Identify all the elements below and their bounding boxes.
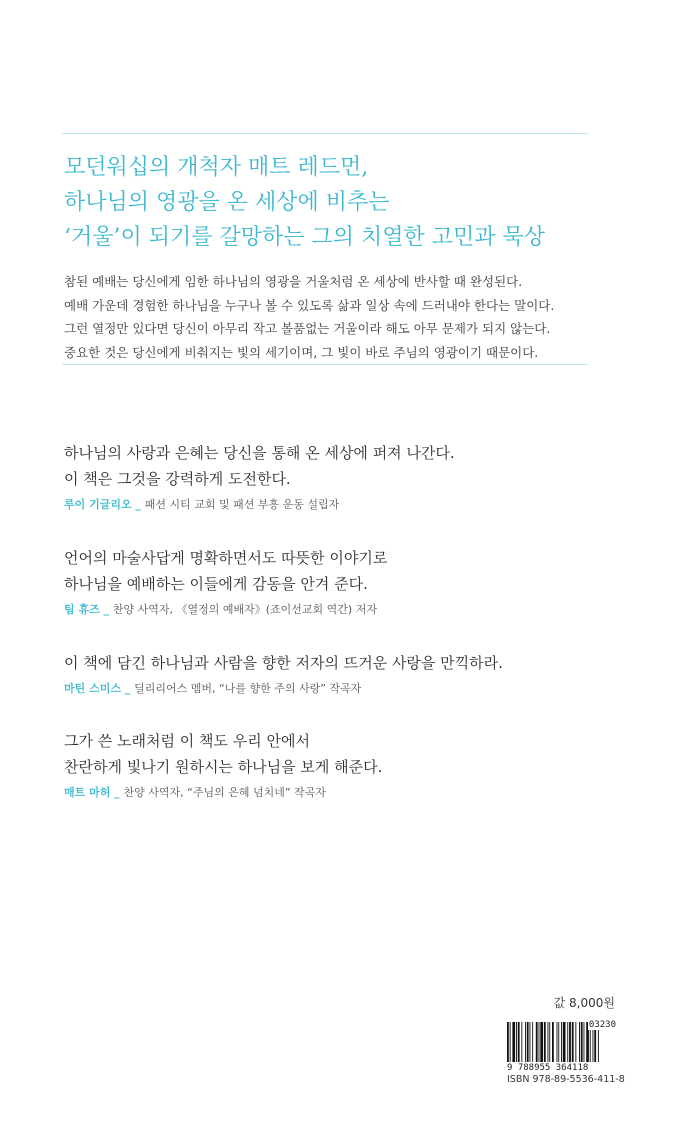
headline-line-2: 하나님의 영광을 온 세상에 비추는: [64, 190, 390, 215]
endorsement-2-role: 찬양 사역자, 《열정의 예배자》(죠이선교회 역간) 저자: [112, 603, 377, 616]
barcode-bar: [510, 1022, 511, 1062]
headline-line-1: 모던워십의 개척자 매트 레드먼,: [64, 155, 369, 180]
barcode-bar: [525, 1022, 526, 1062]
isbn-label: ISBN 978-89-5536-411-8: [507, 1074, 625, 1085]
barcode-bar: [584, 1022, 585, 1062]
endorsement-4-line-1: 그가 쓴 노래처럼 이 책도 우리 안에서: [64, 732, 310, 750]
intro-paragraph: [64, 270, 604, 364]
barcode-bar: [558, 1022, 559, 1062]
barcode-bar: [552, 1022, 554, 1062]
endorsement-2-name: 팀 휴즈: [64, 603, 100, 616]
endorsement-2-attribution: [64, 601, 624, 619]
endorsement-3: [64, 650, 624, 698]
endorsement-1-line-2: 이 책은 그것을 강력하게 도전한다.: [64, 470, 291, 488]
endorsement-1-line-1: 하나님의 사랑과 은혜는 당신을 통해 온 세상에 퍼져 나간다.: [64, 444, 455, 462]
endorsement-3-line-1: 이 책에 담긴 하나님과 사람을 향한 저자의 뜨거운 사랑을 만끽하라.: [64, 654, 503, 672]
endorsement-1-name: 루이 기글리오: [64, 498, 132, 511]
endorsement-3-separator: _: [120, 682, 135, 695]
barcode-bar: [567, 1022, 568, 1062]
endorsement-4-name: 매트 마허: [64, 786, 111, 799]
barcode-digits: 9 788955 364118: [507, 1063, 589, 1073]
barcode-bar: [512, 1022, 515, 1062]
endorsement-4-line-2: 찬란하게 빛나기 원하시는 하나님을 보게 해준다.: [64, 758, 383, 776]
barcode-bar: [561, 1022, 562, 1062]
barcode-bar: [516, 1022, 517, 1062]
endorsement-1: [64, 440, 624, 514]
barcode-bar: [507, 1022, 509, 1062]
endorsement-4: [64, 728, 624, 802]
barcode-bar: [521, 1022, 522, 1062]
endorsement-2-line-1: 언어의 마술사답게 명확하면서도 따뜻한 이야기로: [64, 549, 388, 567]
intro-line-2: 예배 가운데 경험한 하나님을 누구나 볼 수 있도록 삶과 일상 속에 드러내야 한다는 말이다.: [64, 297, 555, 313]
barcode-bar: [569, 1022, 571, 1062]
intro-line-1: 참된 예배는 당신에게 임한 하나님의 영광을 거울처럼 온 세상에 반사할 때 완성된다.: [64, 274, 523, 289]
barcode-bar: [548, 1022, 549, 1062]
barcode-bar: [563, 1022, 566, 1062]
headline: [64, 150, 624, 255]
intro-line-4: 중요한 것은 당신에게 비춰지는 빛의 세기이며, 그 빛이 바로 주님의 영광이기 때문이다.: [64, 344, 539, 360]
barcode-bar: [527, 1022, 529, 1062]
endorsement-3-attribution: [64, 680, 624, 698]
top-divider: [62, 133, 588, 134]
barcode-block: [507, 1020, 625, 1085]
middle-divider: [62, 364, 588, 365]
barcode-bar: [579, 1022, 580, 1062]
barcode-bar: [540, 1022, 543, 1062]
barcode-bar: [518, 1022, 520, 1062]
barcode-addon: 03230: [588, 1020, 616, 1030]
barcode-bar: [581, 1022, 583, 1062]
barcode-bar: [572, 1022, 574, 1062]
endorsement-3-name: 마틴 스미스: [64, 682, 121, 695]
barcode-bar: [557, 1022, 558, 1062]
endorsement-2-line-2: 하나님을 예배하는 이들에게 감동을 안겨 준다.: [64, 575, 368, 593]
endorsement-1-separator: _: [131, 498, 145, 511]
endorsement-4-attribution: [64, 784, 624, 802]
price-label: 값 8,000원: [553, 996, 615, 1010]
barcode-bar: [544, 1022, 546, 1062]
headline-line-3: ‘거울’이 되기를 갈망하는 그의 치열한 고민과 묵상: [64, 225, 545, 250]
endorsement-4-separator: _: [110, 786, 124, 799]
endorsement-2-separator: _: [99, 603, 113, 616]
endorsement-1-attribution: [64, 496, 624, 514]
barcode-bar: [536, 1022, 538, 1062]
barcode-bar: [575, 1022, 576, 1062]
endorsement-4-role: 찬양 사역자, “주님의 은혜 넘치네” 작곡자: [123, 786, 326, 799]
barcode-bar: [549, 1022, 550, 1062]
endorsement-2: [64, 545, 624, 619]
barcode-bar: [539, 1022, 540, 1062]
barcode-bar: [532, 1022, 533, 1062]
endorsement-3-role: 딜리리어스 멤버, “나를 향한 주의 사랑” 작곡자: [134, 682, 362, 695]
endorsement-1-role: 패션 시티 교회 및 패션 부흥 운동 설립자: [144, 498, 340, 511]
barcode-bar: [530, 1022, 531, 1062]
intro-line-3: 그런 열정만 있다면 당신이 아무리 작고 볼품없는 거울이라 해도 아무 문제가 되지 않는다.: [64, 321, 551, 336]
